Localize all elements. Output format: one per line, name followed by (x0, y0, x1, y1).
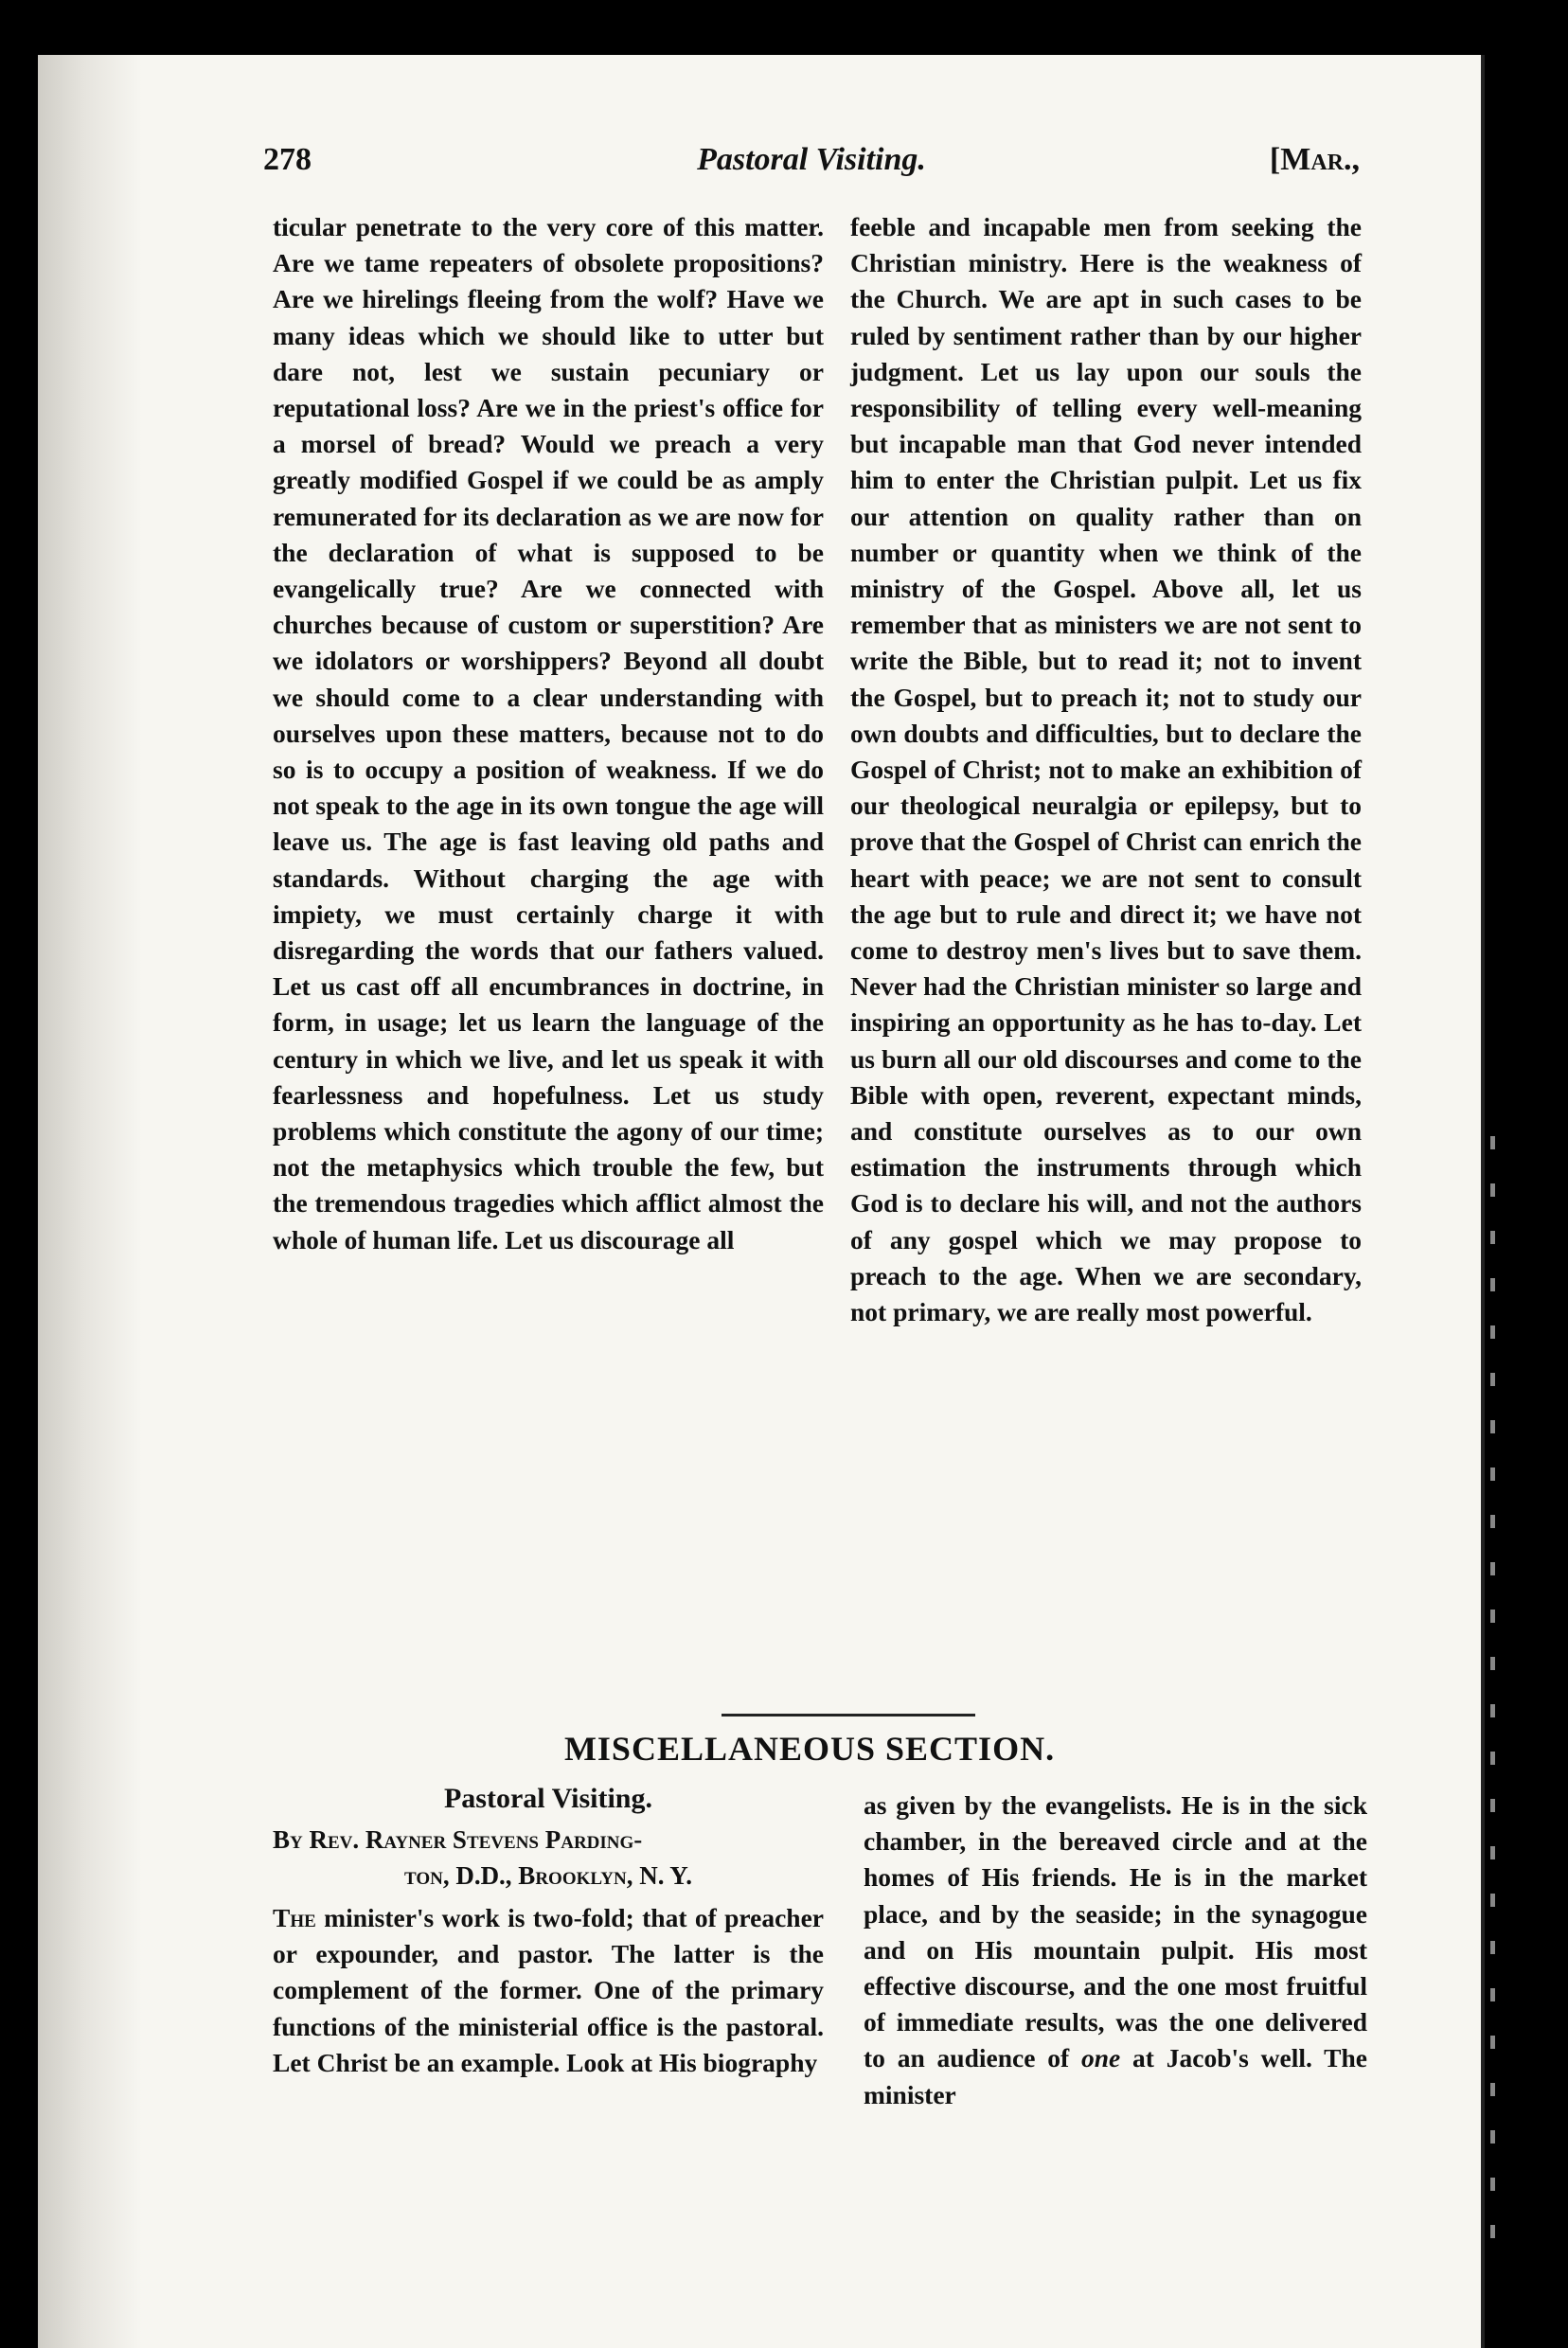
top-right-column (850, 209, 1362, 1330)
top-left-paragraph: ticular penetrate to the very core of this matter. Are we tame repeaters of obsolete propositions? Are we hirelings fleeing from the wolf? Have we many ideas which we should like to utter but dare not, lest we sustain pecuniary or reputational loss? Are we in the priest's office for a morsel of bread? Would we preach a very greatly modified Gospel if we could be as amply remunerated for its declaration as we are now for the declaration of what is supposed to be evangelically true? Are we connected with churches because of custom or superstition? Are we idolators or worshippers? Beyond all doubt we should come to a clear understanding with ourselves upon these matters, because not to do so is to occupy a position of weakness. If we do not speak to the age in its own tongue the age will leave us. The age is fast leaving old paths and standards. Without charging the age with impiety, we must certainly charge it with disregarding the words that our fathers valued. Let us cast off all encumbrances in doctrine, in form, in usage; let us learn the language of the century in which we live, and let us speak it with fearlessness and hopefulness. Let us study problems which constitute the agony of our time; not the metaphysics which trouble the few, but the tremendous tragedies which afflict almost the whole of human life. Let us discourage all (273, 212, 824, 1254)
top-right-paragraph: feeble and incapable men from seeking the Christian ministry. Here is the weakness of the Church. We are apt in such cases to be ruled by sentiment rather than by our higher judgment. Let us lay upon our souls the responsibility of telling every well-meaning but incapable man that God never intended him to enter the Christian pulpit. Let us fix our attention on quality rather than on number or quantity when we think of the ministry of the Gospel. Above all, let us remember that as ministers we are not sent to write the Bible, but to read it; not to invent the Gospel, but to preach it; not to study our own doubts and difficulties, but to declare the Gospel of Christ; not to make an exhibition of our theological neuralgia or epilepsy, but to prove that the Gospel of Christ can enrich the heart with peace; we are not sent to consult the age but to rule and direct it; we have not come to destroy men's lives but to save them. Never had the Christian minister so large and inspiring an opportunity as he has to-day. Let us burn all our old discourses and come to the Bible with open, reverent, expectant minds, and constitute ourselves as to our own estimation the instruments through which God is to declare his will, and not the authors of any gospel which we may propose to preach to the age. When we are secondary, not primary, we are really most powerful. (850, 212, 1362, 1327)
scan-border-top (0, 0, 1568, 55)
article-left-column (273, 1900, 824, 2081)
article-left-paragraph (273, 1900, 824, 2081)
running-title: Pastoral Visiting. (697, 142, 926, 177)
article-title: Pastoral Visiting. (443, 1783, 652, 1814)
page-number: 278 (263, 142, 312, 177)
section-heading: MISCELLANEOUS SECTION. (563, 1730, 1056, 1768)
byline-line-2: ton, D.D., Brooklyn, N. Y. (403, 1861, 693, 1890)
article-right-emphasis: one (1080, 2043, 1121, 2073)
article-lead-word: The (273, 1903, 316, 1932)
article-right-column (864, 1788, 1367, 2113)
article-byline (273, 1822, 824, 1894)
running-month: [Mar., (1269, 142, 1360, 177)
section-divider (722, 1714, 975, 1717)
article-left-text: minister's work is two-fold; that of preacher or expounder, and pastor. The latter is the complement of the former. One of the primary functions of the ministerial office is the pastoral. Let Christ be an example. Look at His biography (273, 1903, 824, 2077)
article-right-text-b: at Jacob's well. The minister (864, 2043, 1367, 2109)
running-header (263, 142, 1360, 189)
top-left-column (273, 209, 824, 1258)
page-gutter-shadow (38, 55, 142, 2348)
byline-line-1: By Rev. Rayner Stevens Parding- (273, 1825, 643, 1854)
next-page-edge-marks (1490, 1136, 1498, 2272)
article-right-text-a: as given by the evangelists. He is in the sick chamber, in the bereaved circle and at the homes of His friends. He is in the market place, and by the seaside; in the synagogue and on His mountain pulpit. His most effective discourse, and the one most fruitful of immediate results, was the one delivered to an audience of (864, 1790, 1367, 2073)
article-right-paragraph (864, 1788, 1367, 2113)
